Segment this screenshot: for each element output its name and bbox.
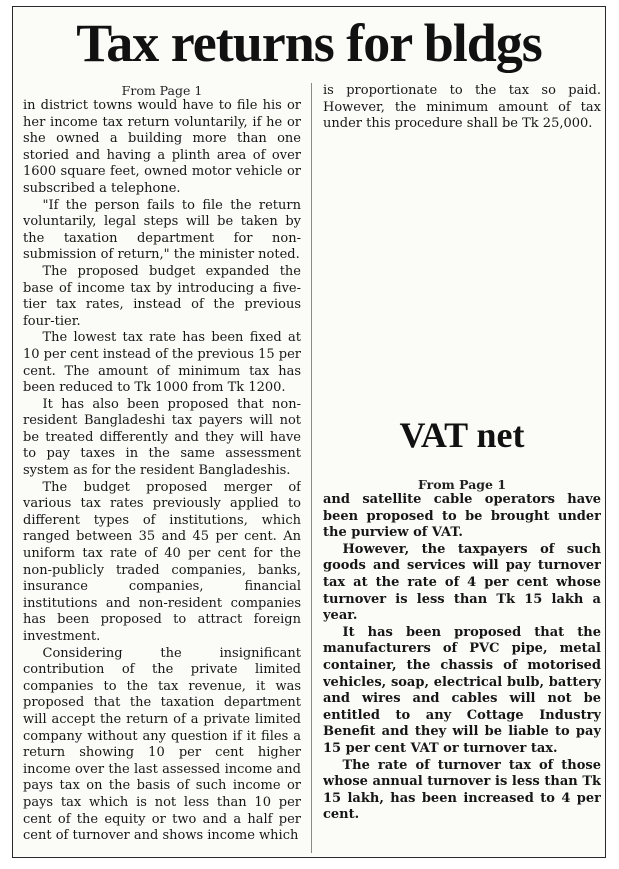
newspaper-clipping [12, 6, 606, 858]
paragraph: It has been proposed that the manufacturers of PVC pipe, metal container, the chassis of motorised vehicles, soap, electrical bulb, battery and wires and cables will not be entitled to any Cottage Industry Benefit and they will be liable to pay 15 per cent VAT or turnover tax. [323, 624, 601, 756]
paragraph: and satellite cable operators have been proposed to be brought under the purview of VAT. [323, 492, 601, 541]
paragraph: However, the taxpayers of such goods and services will pay turnover tax at the rate of 4 per cent whose turnover is less than Tk 15 lakh a year. [323, 541, 601, 624]
paragraph: The budget proposed merger of various tax rates previously applied to different types of institutions, which ranged between 35 and 45 per cent. An uniform tax rate of 40 per cent for the non-publicly traded companies, banks, insurance companies, financial institutions and non-resident companies has been proposed to attract foreign investment. [23, 479, 301, 644]
article-column-left [23, 83, 301, 853]
paragraph: The rate of turnover tax of those whose annual turnover is less than Tk 15 lakh, has been increased to 4 per cent. [323, 757, 601, 823]
vat-dateline: From Page 1 [417, 477, 507, 492]
vat-net-headline: VAT net [399, 415, 525, 455]
article-column-right-continued [323, 83, 601, 413]
paragraph: Considering the insignificant contribution of the private limited companies to the tax revenue, it was proposed that the taxation department will accept the return of a private limited company without any question if it files a return showing 10 per cent higher income over the last assessed income and pays tax on the basis of such income or pays tax which is not less than 10 per cent of the equity or two and a half per cent of turnover and shows income which [23, 645, 301, 844]
paragraph: "If the person fails to file the return voluntarily, legal steps will be taken by the taxation department for non-submission of return," the minister noted. [23, 197, 301, 263]
column-divider [311, 83, 312, 853]
paragraph-continued: is proportionate to the tax so paid. However, the minimum amount of tax under this procedure shall be Tk 25,000. [323, 83, 601, 132]
paragraph: The proposed budget expanded the base of income tax by introducing a five-tier tax rates, instead of the previous four-tier. [23, 263, 301, 329]
vat-article-column [323, 477, 601, 853]
headline: Tax returns for bldgs [76, 13, 542, 73]
paragraph: in district towns would have to file his or her income tax return voluntarily, if he or she owned a building more than one storied and having a plinth area of over 1600 square feet, owned motor vehicle or subscribed a telephone. [23, 98, 301, 196]
dateline: From Page 1 [121, 83, 203, 98]
paragraph: It has also been proposed that non-resident Bangladeshi tax payers will not be treated differently and they will have to pay taxes in the same assessment system as for the resident Bangladeshis. [23, 396, 301, 479]
paragraph: The lowest tax rate has been fixed at 10 per cent instead of the previous 15 per cent. The amount of minimum tax has been reduced to Tk 1000 from Tk 1200. [23, 330, 301, 396]
